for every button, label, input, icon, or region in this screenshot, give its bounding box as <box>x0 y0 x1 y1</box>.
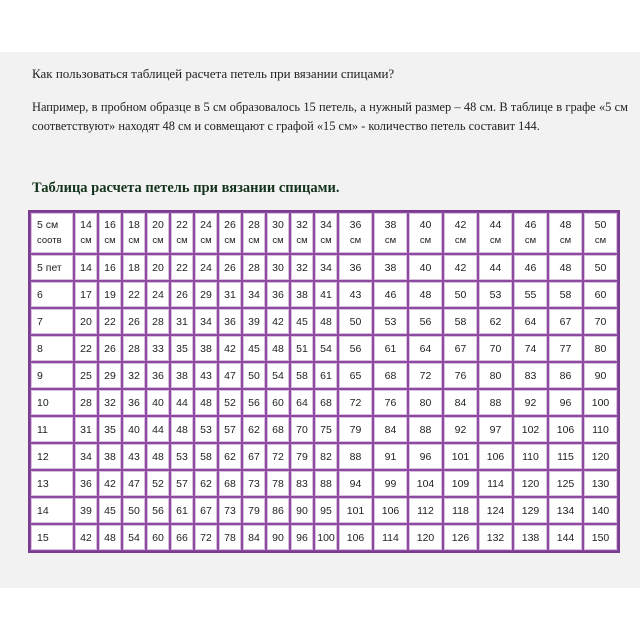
table-cell: 80 <box>478 362 513 389</box>
table-cell: 28 <box>242 254 266 281</box>
size-unit: см <box>489 235 502 246</box>
table-cell: 50 <box>122 497 146 524</box>
table-cell: 77 <box>548 335 583 362</box>
table-cell: 106 <box>478 443 513 470</box>
size-unit: см <box>248 235 260 246</box>
table-cell: 86 <box>266 497 290 524</box>
header-cell-size <box>373 212 408 254</box>
table-cell: 114 <box>478 470 513 497</box>
table-cell: 28 <box>146 308 170 335</box>
table-cell: 62 <box>242 416 266 443</box>
table-cell: 44 <box>478 254 513 281</box>
table-cell: 53 <box>373 308 408 335</box>
header-cell-size <box>266 212 290 254</box>
table-header-row <box>30 212 618 254</box>
header-cell-size <box>583 212 618 254</box>
table-cell: 129 <box>513 497 548 524</box>
table-cell: 42 <box>74 524 98 551</box>
table-cell: 20 <box>74 308 98 335</box>
table-cell: 62 <box>218 443 242 470</box>
table-title: Таблица расчета петель при вязании спицами. <box>32 180 340 196</box>
size-value: 14 <box>80 219 92 231</box>
table-cell: 86 <box>548 362 583 389</box>
table-cell: 50 <box>338 308 373 335</box>
table-cell: 35 <box>170 335 194 362</box>
table-cell: 62 <box>194 470 218 497</box>
header-cell-size <box>170 212 194 254</box>
header-cell-size <box>314 212 338 254</box>
table-cell: 92 <box>513 389 548 416</box>
table-cell: 76 <box>373 389 408 416</box>
table-cell: 38 <box>373 254 408 281</box>
table-cell: 125 <box>548 470 583 497</box>
table-cell: 51 <box>290 335 314 362</box>
table-cell: 25 <box>74 362 98 389</box>
table-row <box>30 308 618 335</box>
table-cell: 90 <box>583 362 618 389</box>
table-cell: 67 <box>242 443 266 470</box>
table-cell: 134 <box>548 497 583 524</box>
row-label-cell: 12 <box>30 443 74 470</box>
header-cell-size <box>218 212 242 254</box>
table-cell: 36 <box>122 389 146 416</box>
table-cell: 61 <box>170 497 194 524</box>
table-cell: 99 <box>373 470 408 497</box>
size-value: 36 <box>349 219 362 231</box>
row-label-cell: 7 <box>30 308 74 335</box>
table-cell: 48 <box>98 524 122 551</box>
table-cell: 58 <box>443 308 478 335</box>
table-cell: 48 <box>314 308 338 335</box>
table-cell: 112 <box>408 497 443 524</box>
table-cell: 106 <box>373 497 408 524</box>
table-cell: 39 <box>242 308 266 335</box>
table-cell: 43 <box>338 281 373 308</box>
table-row <box>30 524 618 551</box>
table-cell: 61 <box>314 362 338 389</box>
table-cell: 53 <box>194 416 218 443</box>
table-cell: 100 <box>314 524 338 551</box>
size-unit: см <box>200 235 212 246</box>
question-heading <box>32 66 394 82</box>
table-cell: 118 <box>443 497 478 524</box>
table-cell: 48 <box>170 416 194 443</box>
table-cell: 47 <box>122 470 146 497</box>
header-cell-size <box>194 212 218 254</box>
size-value: 44 <box>489 219 502 231</box>
table-cell: 50 <box>242 362 266 389</box>
table-cell: 78 <box>266 470 290 497</box>
table-cell: 34 <box>74 443 98 470</box>
table-cell: 72 <box>266 443 290 470</box>
table-cell: 110 <box>513 443 548 470</box>
question-text: Как пользоваться таблицей расчета петель при вязании спицами? <box>32 66 395 81</box>
table-cell: 22 <box>98 308 122 335</box>
table-cell: 26 <box>218 254 242 281</box>
table-cell: 65 <box>338 362 373 389</box>
size-value: 38 <box>384 219 397 231</box>
size-value: 34 <box>320 219 332 231</box>
size-value: 46 <box>524 219 537 231</box>
table-cell: 70 <box>478 335 513 362</box>
header-label-line1: 5 см <box>37 219 59 231</box>
table-cell: 76 <box>443 362 478 389</box>
table-cell: 42 <box>98 470 122 497</box>
table-cell: 102 <box>513 416 548 443</box>
table-cell: 64 <box>408 335 443 362</box>
table-cell: 32 <box>98 389 122 416</box>
size-unit: см <box>80 235 92 246</box>
table-cell: 72 <box>408 362 443 389</box>
table-cell: 57 <box>218 416 242 443</box>
table-cell: 84 <box>242 524 266 551</box>
table-cell: 84 <box>443 389 478 416</box>
table-cell: 56 <box>338 335 373 362</box>
size-unit: см <box>272 235 284 246</box>
table-cell: 79 <box>242 497 266 524</box>
size-unit: см <box>454 235 467 246</box>
table-cell: 58 <box>194 443 218 470</box>
row-label-cell: 6 <box>30 281 74 308</box>
table-cell: 26 <box>170 281 194 308</box>
table-cell: 83 <box>513 362 548 389</box>
table-cell: 31 <box>170 308 194 335</box>
table-cell: 17 <box>74 281 98 308</box>
table-cell: 36 <box>146 362 170 389</box>
row-label-cell: 9 <box>30 362 74 389</box>
header-cell-size <box>98 212 122 254</box>
table-cell: 54 <box>122 524 146 551</box>
table-cell: 73 <box>218 497 242 524</box>
table-cell: 72 <box>194 524 218 551</box>
table-cell: 120 <box>583 443 618 470</box>
table-cell: 18 <box>122 254 146 281</box>
table-cell: 106 <box>338 524 373 551</box>
table-cell: 109 <box>443 470 478 497</box>
table-cell: 22 <box>74 335 98 362</box>
table-cell: 50 <box>583 254 618 281</box>
table-cell: 67 <box>194 497 218 524</box>
table-cell: 32 <box>122 362 146 389</box>
table-cell: 43 <box>122 443 146 470</box>
table-cell: 90 <box>266 524 290 551</box>
table-cell: 60 <box>583 281 618 308</box>
table-cell: 38 <box>98 443 122 470</box>
table-cell: 34 <box>242 281 266 308</box>
table-cell: 19 <box>98 281 122 308</box>
size-value: 26 <box>224 219 236 231</box>
table-cell: 44 <box>146 416 170 443</box>
table-cell: 45 <box>98 497 122 524</box>
table-cell: 48 <box>146 443 170 470</box>
table-row <box>30 335 618 362</box>
size-value: 50 <box>594 219 607 231</box>
table-cell: 58 <box>290 362 314 389</box>
header-cell-size <box>290 212 314 254</box>
table-row <box>30 389 618 416</box>
size-unit: см <box>296 235 308 246</box>
table-cell: 53 <box>478 281 513 308</box>
size-unit: см <box>224 235 236 246</box>
table-cell: 56 <box>408 308 443 335</box>
table-cell: 44 <box>170 389 194 416</box>
size-unit: см <box>176 235 188 246</box>
header-cell-label <box>30 212 74 254</box>
table-cell: 14 <box>74 254 98 281</box>
table-cell: 64 <box>290 389 314 416</box>
table-row <box>30 443 618 470</box>
table-cell: 78 <box>218 524 242 551</box>
table-cell: 138 <box>513 524 548 551</box>
table-cell: 48 <box>266 335 290 362</box>
table-cell: 62 <box>478 308 513 335</box>
header-cell-size <box>478 212 513 254</box>
header-cell-size <box>74 212 98 254</box>
size-value: 42 <box>454 219 467 231</box>
table-cell: 70 <box>290 416 314 443</box>
size-unit: см <box>349 235 362 246</box>
table-cell: 47 <box>218 362 242 389</box>
size-unit: см <box>559 235 572 246</box>
header-cell-size <box>443 212 478 254</box>
table-row <box>30 470 618 497</box>
table-cell: 48 <box>194 389 218 416</box>
table-cell: 33 <box>146 335 170 362</box>
table-cell: 40 <box>408 254 443 281</box>
table-cell: 54 <box>266 362 290 389</box>
row-label-cell: 14 <box>30 497 74 524</box>
table-cell: 24 <box>194 254 218 281</box>
table-cell: 36 <box>74 470 98 497</box>
table-cell: 96 <box>408 443 443 470</box>
size-unit: см <box>419 235 432 246</box>
table-row <box>30 281 618 308</box>
table-cell: 54 <box>314 335 338 362</box>
table-cell: 70 <box>583 308 618 335</box>
table-cell: 48 <box>408 281 443 308</box>
table-cell: 75 <box>314 416 338 443</box>
table-cell: 101 <box>338 497 373 524</box>
table-cell: 120 <box>408 524 443 551</box>
table-cell: 36 <box>266 281 290 308</box>
table-cell: 34 <box>314 254 338 281</box>
row-label-cell: 15 <box>30 524 74 551</box>
table-cell: 88 <box>478 389 513 416</box>
table-cell: 67 <box>443 335 478 362</box>
table-cell: 68 <box>314 389 338 416</box>
table-cell: 30 <box>266 254 290 281</box>
table-cell: 68 <box>218 470 242 497</box>
row-label-cell: 13 <box>30 470 74 497</box>
table-cell: 45 <box>290 308 314 335</box>
size-unit: см <box>524 235 537 246</box>
size-unit: см <box>128 235 140 246</box>
header-cell-size <box>513 212 548 254</box>
table-cell: 22 <box>122 281 146 308</box>
header-cell-size <box>146 212 170 254</box>
table-cell: 56 <box>146 497 170 524</box>
table-cell: 42 <box>218 335 242 362</box>
table-cell: 60 <box>266 389 290 416</box>
size-value: 28 <box>248 219 260 231</box>
table-cell: 79 <box>338 416 373 443</box>
row-label-cell: 11 <box>30 416 74 443</box>
table-cell: 115 <box>548 443 583 470</box>
table-cell: 40 <box>146 389 170 416</box>
table-cell: 24 <box>146 281 170 308</box>
table-cell: 140 <box>583 497 618 524</box>
table-cell: 72 <box>338 389 373 416</box>
table-cell: 38 <box>170 362 194 389</box>
table-cell: 38 <box>290 281 314 308</box>
table-cell: 46 <box>373 281 408 308</box>
table-cell: 22 <box>170 254 194 281</box>
table-cell: 80 <box>583 335 618 362</box>
table-cell: 39 <box>74 497 98 524</box>
table-cell: 95 <box>314 497 338 524</box>
table-cell: 43 <box>194 362 218 389</box>
table-cell: 91 <box>373 443 408 470</box>
table-cell: 32 <box>290 254 314 281</box>
table-cell: 88 <box>314 470 338 497</box>
table-cell: 28 <box>74 389 98 416</box>
table-cell: 60 <box>146 524 170 551</box>
table-cell: 52 <box>218 389 242 416</box>
table-cell: 58 <box>548 281 583 308</box>
size-value: 22 <box>176 219 188 231</box>
table-cell: 53 <box>170 443 194 470</box>
row-label-cell: 8 <box>30 335 74 362</box>
example-paragraph: Например, в пробном образце в 5 см образовалось 15 петель, а нужный размер – 48 см. В таблице в графе «5 см соответствуют» находят 48 см и совмещают с графой «15 см» - количество петель составит 144. <box>32 100 628 133</box>
size-value: 30 <box>272 219 284 231</box>
size-unit: см <box>320 235 332 246</box>
table-cell: 126 <box>443 524 478 551</box>
header-cell-size <box>338 212 373 254</box>
table-cell: 82 <box>314 443 338 470</box>
size-value: 24 <box>200 219 212 231</box>
size-value: 18 <box>128 219 140 231</box>
table-cell: 16 <box>98 254 122 281</box>
table-cell: 84 <box>373 416 408 443</box>
header-cell-size <box>242 212 266 254</box>
size-unit: см <box>594 235 607 246</box>
table-row <box>30 362 618 389</box>
table-cell: 41 <box>314 281 338 308</box>
table-cell: 68 <box>373 362 408 389</box>
table-cell: 31 <box>74 416 98 443</box>
table-cell: 88 <box>338 443 373 470</box>
table-cell: 48 <box>548 254 583 281</box>
table-cell: 50 <box>443 281 478 308</box>
table-row <box>30 416 618 443</box>
size-value: 16 <box>104 219 116 231</box>
table-cell: 73 <box>242 470 266 497</box>
table-cell: 150 <box>583 524 618 551</box>
table-cell: 120 <box>513 470 548 497</box>
table-cell: 38 <box>194 335 218 362</box>
table-cell: 114 <box>373 524 408 551</box>
table-cell: 130 <box>583 470 618 497</box>
table-cell: 80 <box>408 389 443 416</box>
table-cell: 55 <box>513 281 548 308</box>
header-label-line2: соотв <box>37 235 62 246</box>
table-cell: 106 <box>548 416 583 443</box>
table-cell: 74 <box>513 335 548 362</box>
table-cell: 97 <box>478 416 513 443</box>
table-row <box>30 497 618 524</box>
table-cell: 88 <box>408 416 443 443</box>
table-cell: 42 <box>266 308 290 335</box>
size-unit: см <box>152 235 164 246</box>
table-cell: 83 <box>290 470 314 497</box>
size-value: 48 <box>559 219 572 231</box>
table-cell: 92 <box>443 416 478 443</box>
stitch-calculation-table <box>28 210 620 553</box>
table-cell: 67 <box>548 308 583 335</box>
table-cell: 61 <box>373 335 408 362</box>
table-cell: 28 <box>122 335 146 362</box>
table-row <box>30 254 618 281</box>
header-cell-size <box>548 212 583 254</box>
table-cell: 68 <box>266 416 290 443</box>
table-cell: 20 <box>146 254 170 281</box>
size-unit: см <box>384 235 397 246</box>
table-cell: 132 <box>478 524 513 551</box>
table-cell: 36 <box>218 308 242 335</box>
table-cell: 100 <box>583 389 618 416</box>
table-cell: 94 <box>338 470 373 497</box>
table-cell: 34 <box>194 308 218 335</box>
table-cell: 57 <box>170 470 194 497</box>
row-label-cell: 10 <box>30 389 74 416</box>
table-cell: 46 <box>513 254 548 281</box>
table-cell: 31 <box>218 281 242 308</box>
table-cell: 40 <box>122 416 146 443</box>
table-cell: 42 <box>443 254 478 281</box>
table-cell: 45 <box>242 335 266 362</box>
table-cell: 26 <box>98 335 122 362</box>
table-cell: 101 <box>443 443 478 470</box>
size-value: 40 <box>419 219 432 231</box>
table-cell: 56 <box>242 389 266 416</box>
table-cell: 96 <box>290 524 314 551</box>
table-cell: 52 <box>146 470 170 497</box>
size-unit: см <box>104 235 116 246</box>
table-cell: 66 <box>170 524 194 551</box>
table-cell: 36 <box>338 254 373 281</box>
table-cell: 110 <box>583 416 618 443</box>
table-cell: 29 <box>98 362 122 389</box>
table-cell: 64 <box>513 308 548 335</box>
table-cell: 29 <box>194 281 218 308</box>
table-cell: 124 <box>478 497 513 524</box>
table-cell: 104 <box>408 470 443 497</box>
table-cell: 96 <box>548 389 583 416</box>
table-cell: 35 <box>98 416 122 443</box>
row-label-cell: 5 пет <box>30 254 74 281</box>
size-value: 20 <box>152 219 164 231</box>
header-cell-size <box>122 212 146 254</box>
table-cell: 26 <box>122 308 146 335</box>
table-cell: 90 <box>290 497 314 524</box>
header-cell-size <box>408 212 443 254</box>
table-cell: 144 <box>548 524 583 551</box>
size-value: 32 <box>296 219 308 231</box>
table-cell: 79 <box>290 443 314 470</box>
